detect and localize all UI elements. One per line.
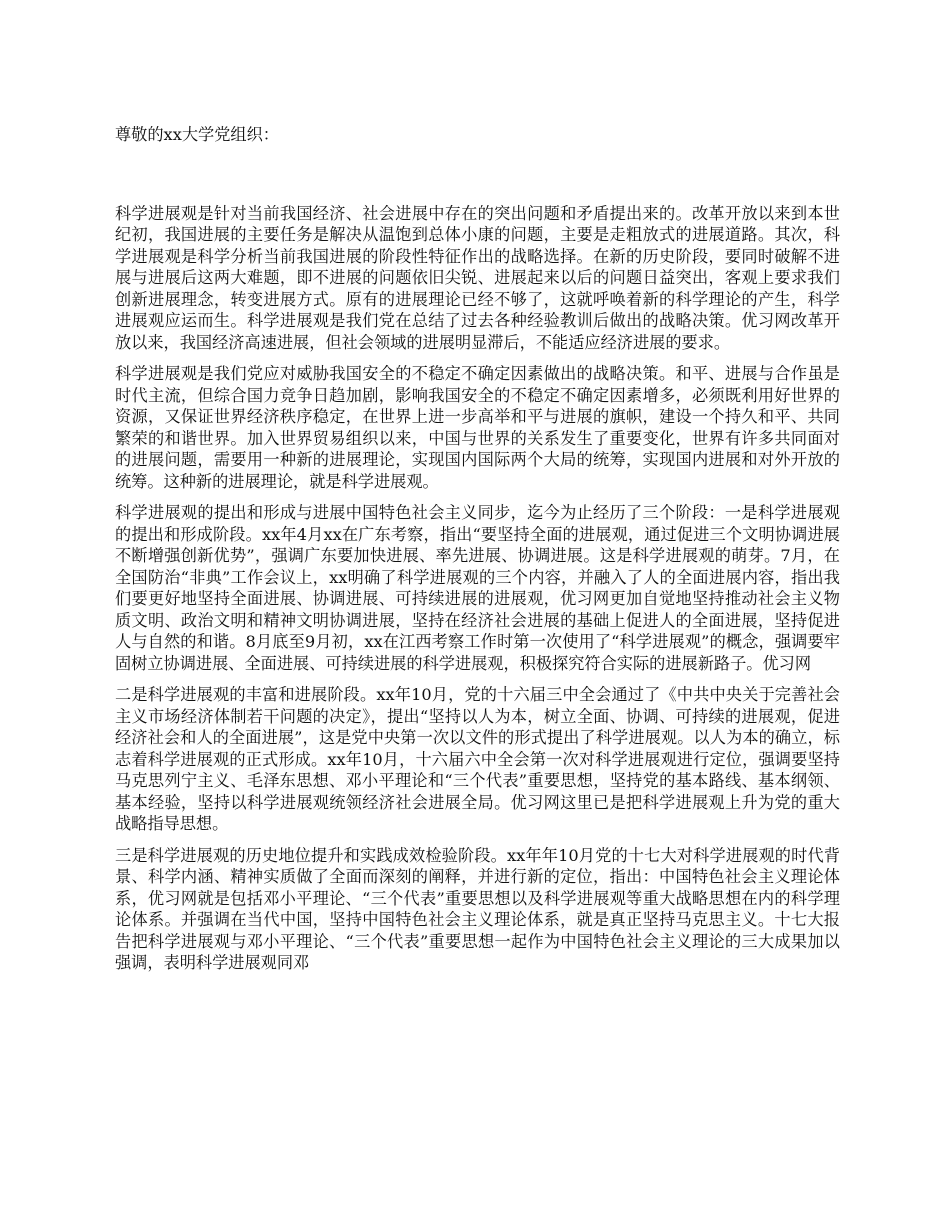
paragraph-4: 二是科学进展观的丰富和进展阶段。xx年10月，党的十六届三中全会通过了《中共中央关于完善社会主义市场经济体制若干问题的决定》，提出“坚持以人为本，树立全面、协调、可持续的进展观，促进经济社会和人的全面进展”，这是党中央第一次以文件的形式提出了科学进展观。以人为本的确立，标志着科学进展观的正式形成。xx年10月，十六届六中全会第一次对科学进展观进行定位，强调要坚持马克思列宁主义、毛泽东思想、邓小平理论和“三个代表”重要思想，坚持党的基本路线、基本纲领、基本经验，坚持以科学进展观统领经济社会进展全局。优习网这里已是把科学进展观上升为党的重大战略指导思想。 <box>115 685 840 833</box>
paragraph-5: 三是科学进展观的历史地位提升和实践成效检验阶段。xx年年10月党的十七大对科学进展观的时代背景、科学内涵、精神实质做了全面而深刻的阐释，并进行新的定位，指出：中国特色社会主义理论体系，优习网就是包括邓小平理论、“三个代表”重要思想以及科学进展观等重大战略思想在内的科学理论体系。并强调在当代中国，坚持中国特色社会主义理论体系，就是真正坚持马克思主义。十七大报告把科学进展观与邓小平理论、“三个代表”重要思想一起作为中国特色社会主义理论的三大成果加以强调，表明科学进展观同邓 <box>115 845 840 972</box>
paragraph-3: 科学进展观的提出和形成与进展中国特色社会主义同步，迄今为止经历了三个阶段：一是科学进展观的提出和形成阶段。xx年4月xx在广东考察，指出“要坚持全面的进展观，通过促进三个文明协调进展不断增强创新优势”，强调广东要加快进展、率先进展、协调进展。这是科学进展观的萌芽。7月，在全国防治“非典”工作会议上，xx明确了科学进展观的三个内容，并融入了人的全面进展内容，指出我们要更好地坚持全面进展、协调进展、可持续进展的进展观，优习网更加自觉地坚持推动社会主义物质文明、政治文明和精神文明协调进展，坚持在经济社会进展的基础上促进人的全面进展，坚持促进人与自然的和谐。8月底至9月初，xx在江西考察工作时第一次使用了“科学进展观”的概念，强调要牢固树立协调进展、全面进展、可持续进展的科学进展观，积极探究符合实际的进展新路子。优习网 <box>115 503 840 673</box>
paragraph-1: 科学进展观是针对当前我国经济、社会进展中存在的突出问题和矛盾提出来的。改革开放以来到本世纪初，我国进展的主要任务是解决从温饱到总体小康的问题，主要是走粗放式的进展道路。其次，科学进展观是科学分析当前我国进展的阶段性特征作出的战略选择。在新的历史阶段，要同时破解不进展与进展后这两大难题，即不进展的问题依旧尖锐、进展起来以后的问题日益突出，客观上要求我们创新进展理念，转变进展方式。原有的进展理论已经不够了，这就呼唤着新的科学理论的产生，科学进展观应运而生。科学进展观是我们党在总结了过去各种经验教训后做出的战略决策。优习网改革开放以来，我国经济高速进展，但社会领域的进展明显滞后，不能适应经济进展的要求。 <box>115 203 840 352</box>
salutation: 尊敬的xx大学党组织： <box>115 125 279 144</box>
letter-body <box>115 124 840 984</box>
paragraph-2: 科学进展观是我们党应对威胁我国安全的不稳定不确定因素做出的战略决策。和平、进展与合作虽是时代主流，但综合国力竞争日趋加剧，影响我国安全的不稳定不确定因素增多，必须既利用好世界的资源，又保证世界经济秩序稳定，在世界上进一步高举和平与进展的旗帜，建设一个持久和平、共同繁荣的和谐世界。加入世界贸易组织以来，中国与世界的关系发生了重要变化，世界有许多共同面对的进展问题，需要用一种新的进展理论，实现国内国际两个大局的统筹，实现国内进展和对外开放的统筹。这种新的进展理论，就是科学进展观。 <box>115 364 840 491</box>
